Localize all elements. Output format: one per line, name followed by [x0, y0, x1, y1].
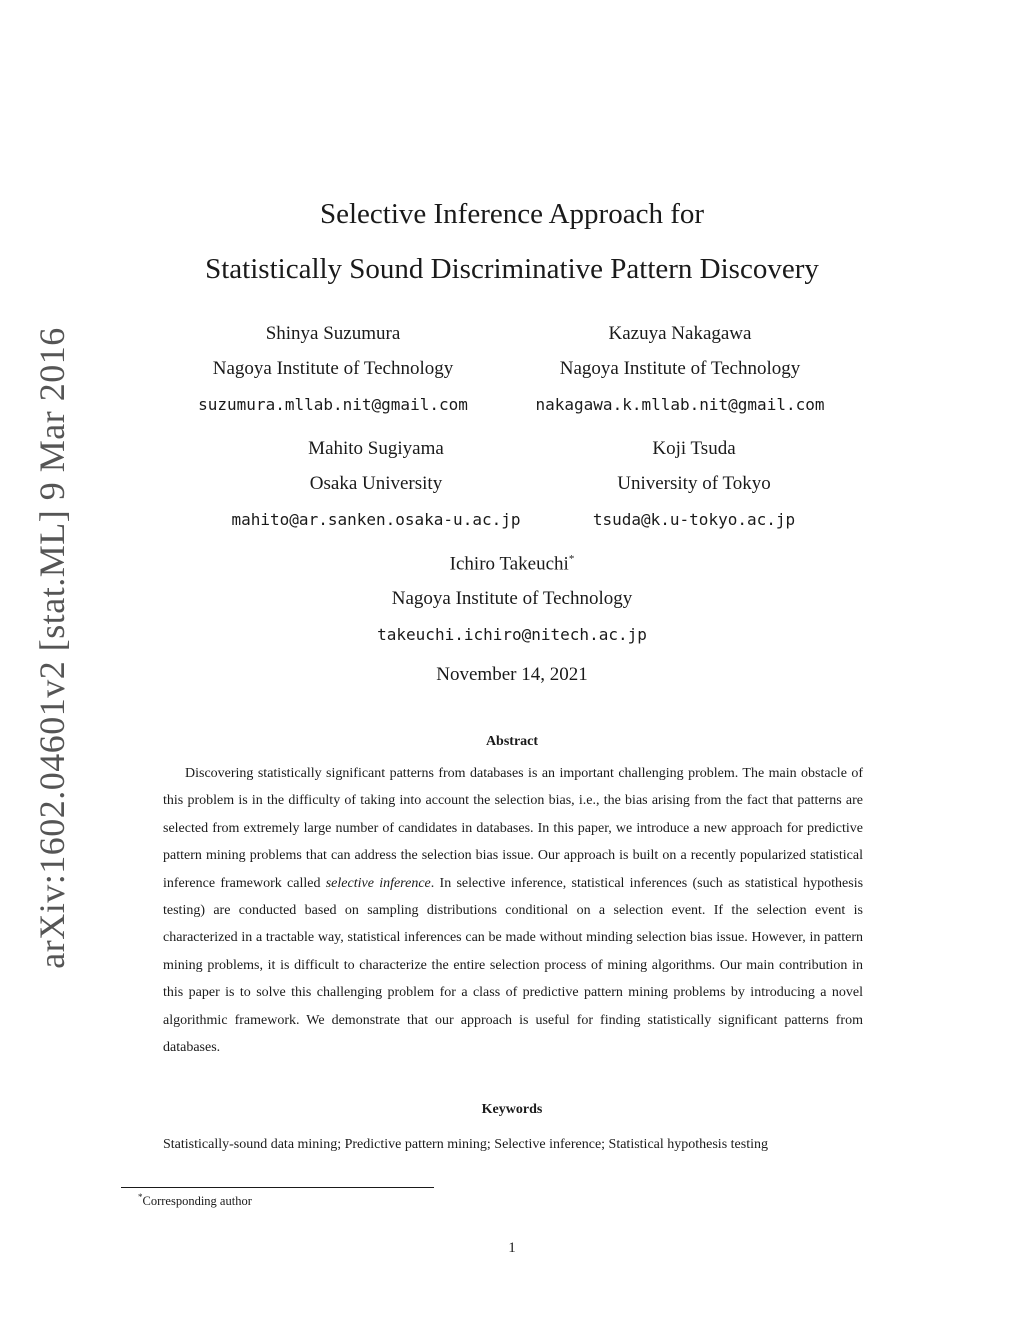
author-1-name: Shinya Suzumura — [265, 323, 401, 344]
author-3-affiliation: Osaka University — [309, 473, 443, 494]
footnote — [138, 1192, 252, 1209]
author-4-email: tsuda@k.u-tokyo.ac.jp — [592, 510, 796, 529]
paper-title-line-2: Statistically Sound Discriminative Pattern Discovery — [205, 253, 819, 285]
abstract-heading: Abstract — [485, 734, 539, 749]
author-4-name: Koji Tsuda — [652, 438, 736, 459]
keywords-body: Statistically-sound data mining; Predictive pattern mining; Selective inference; Statistical hypothesis testing — [163, 1137, 768, 1152]
page-number: 1 — [508, 1240, 516, 1256]
footnote-text: Corresponding author — [142, 1194, 252, 1209]
author-3-email: mahito@ar.sanken.osaka-u.ac.jp — [231, 510, 521, 529]
author-5-email: takeuchi.ichiro@nitech.ac.jp — [377, 625, 647, 644]
author-5-name-line — [362, 553, 662, 575]
author-2-email: nakagawa.k.mllab.nit@gmail.com — [535, 395, 825, 414]
arxiv-identifier: arXiv:1602.04601v2 [stat.ML] 9 Mar 2016 — [32, 327, 72, 969]
footnote-mark: * — [138, 1192, 143, 1202]
author-1-affiliation: Nagoya Institute of Technology — [212, 358, 454, 379]
author-4-affiliation: University of Tokyo — [617, 473, 771, 494]
abstract-body — [163, 760, 863, 1061]
author-5-affiliation: Nagoya Institute of Technology — [391, 588, 633, 609]
author-3-name: Mahito Sugiyama — [308, 438, 444, 459]
abstract-text-part-2: . In selective inference, statistical inferences (such as statistical hypothesis testing) are conducted based on sampling distributions conditional on a selection event. If the selection event is characterized in a tractable way, statistical inferences can be made without minding selection bias issue. However, in pattern mining problems, it is difficult to characterize the entire selection process of mining algorithms. Our main contribution in this paper is to solve this challenging problem for a class of predictive pattern mining problems by introducing a novel algorithmic framework. We demonstrate that our approach is useful for finding statistically significant patterns from databases. — [163, 875, 864, 1056]
author-1-email: suzumura.mllab.nit@gmail.com — [198, 395, 468, 414]
paper-title-line-1: Selective Inference Approach for — [319, 198, 705, 230]
abstract-text-part-1: Discovering statistically significant patterns from databases is an important challenging problem. The main obstacle of this problem is in the difficulty of taking into account the selection bias, i.e., the bias arising from the fact that patterns are selected from extremely large number of candidates in databases. In this paper, we introduce a new approach for predictive pattern mining problems that can address the selection bias issue. Our approach is built on a recently popularized statistical inference framework called — [163, 766, 863, 891]
author-2-affiliation: Nagoya Institute of Technology — [559, 358, 801, 379]
paper-date: November 14, 2021 — [436, 664, 588, 685]
keywords-heading: Keywords — [481, 1102, 543, 1117]
abstract-emphasis: selective inference — [325, 875, 431, 891]
author-2-name: Kazuya Nakagawa — [608, 323, 752, 344]
author-5-name: Ichiro Takeuchi — [449, 553, 569, 575]
footnote-rule — [121, 1187, 434, 1188]
corresponding-author-mark: * — [568, 553, 575, 565]
